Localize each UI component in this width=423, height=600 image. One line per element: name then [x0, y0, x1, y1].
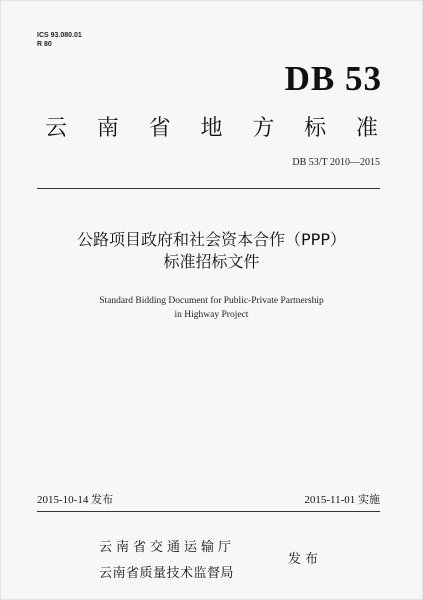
classification-codes [37, 31, 82, 49]
org-title [45, 111, 378, 142]
top-divider [37, 188, 380, 189]
issuer-transport-department: 云南省交通运输厅 [99, 540, 236, 555]
chinese-title-line-2: 标准招标文件 [163, 252, 260, 271]
english-title [1, 294, 422, 322]
org-title-char: 南 [96, 116, 119, 141]
issuers [99, 535, 235, 587]
standard-number: DB 53/T 2010—2015 [292, 157, 380, 168]
org-title-char: 省 [148, 116, 171, 141]
english-title-line-1: Standard Bidding Document for Public-Private Partnership [99, 296, 324, 306]
publish-label: 发布 [288, 552, 323, 567]
english-title-line-2: in Highway Project [174, 310, 249, 320]
bottom-divider [37, 511, 380, 512]
release-date: 2015-10-14 发布 [37, 494, 114, 506]
chinese-title-line-1: 公路项目政府和社会资本合作（PPP） [77, 230, 346, 249]
org-title-char: 标 [304, 116, 327, 141]
org-title-char: 云 [45, 116, 68, 141]
org-title-char: 方 [252, 116, 275, 141]
issuer-quality-bureau: 云南省质量技术监督局 [99, 566, 235, 581]
date-row [37, 491, 380, 507]
org-title-char: 准 [355, 116, 378, 141]
chinese-title [1, 229, 422, 273]
r-code: R 80 [37, 41, 52, 48]
org-title-char: 地 [200, 116, 223, 141]
ics-code: ICS 93.080.01 [37, 32, 82, 39]
implement-date: 2015-11-01 实施 [304, 494, 380, 506]
db-logo: DB 53 [284, 59, 382, 98]
